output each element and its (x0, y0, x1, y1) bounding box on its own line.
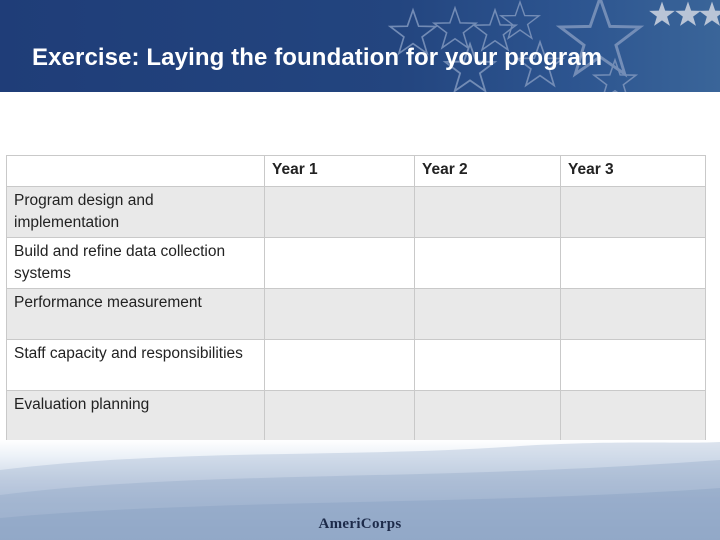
star-icon (649, 1, 675, 25)
row-label: Program design and implementation (7, 187, 265, 238)
table-row (7, 238, 706, 289)
row-label: Evaluation planning (7, 391, 265, 442)
table-cell (265, 187, 415, 238)
table-cell (265, 238, 415, 289)
slide-header (0, 0, 720, 92)
table-cell (561, 187, 706, 238)
table-cell (415, 340, 561, 391)
slide-title: Exercise: Laying the foundation for your program (32, 44, 603, 71)
column-header: Year 3 (561, 156, 706, 187)
table-cell (265, 289, 415, 340)
column-header (7, 156, 265, 187)
column-header: Year 1 (265, 156, 415, 187)
table-cell (265, 391, 415, 442)
table-row (7, 187, 706, 238)
table-cell (415, 238, 561, 289)
table-cell (561, 340, 706, 391)
table-cell (415, 391, 561, 442)
row-label: Performance measurement (7, 289, 265, 340)
table-row (7, 391, 706, 442)
row-label: Build and refine data collection systems (7, 238, 265, 289)
americorps-logo: AmeriCorps (318, 516, 402, 532)
table-row (7, 340, 706, 391)
star-icon (699, 1, 720, 25)
star-icon (675, 1, 701, 25)
table-cell (561, 391, 706, 442)
table-row (7, 289, 706, 340)
table-header-row (7, 156, 706, 187)
table-cell (561, 238, 706, 289)
row-label: Staff capacity and responsibilities (7, 340, 265, 391)
star-icon (434, 8, 476, 48)
planning-table (6, 155, 706, 442)
table-cell (265, 340, 415, 391)
table-cell (415, 289, 561, 340)
table-cell (561, 289, 706, 340)
table-cell (415, 187, 561, 238)
column-header: Year 2 (415, 156, 561, 187)
